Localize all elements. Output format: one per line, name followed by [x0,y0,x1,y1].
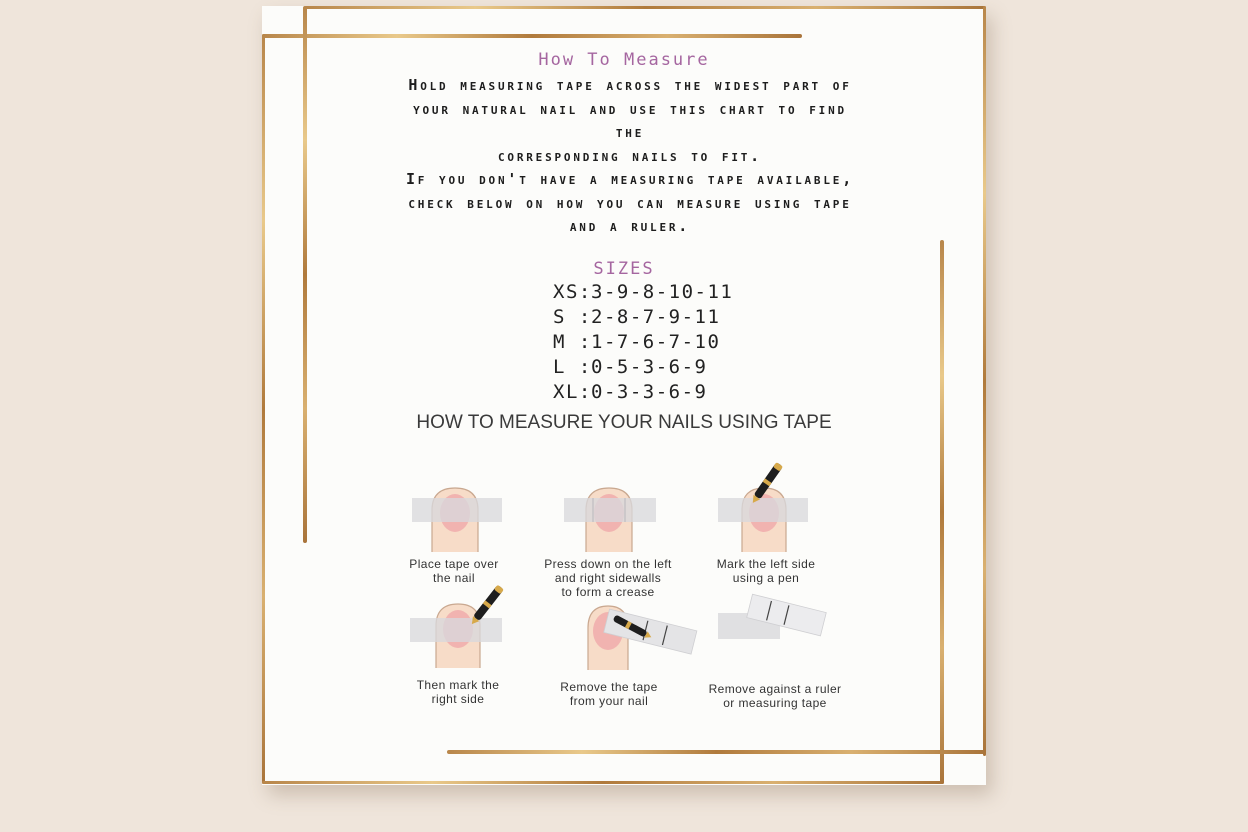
size-values: 2-8-7-9-11 [591,306,721,328]
gold-line-bottom-outer [262,781,944,784]
step-caption-1: Place tape over the nail [409,557,499,585]
step-caption-2: Press down on the left and right sidewalls to form a crease [544,557,672,599]
gold-line-right-outer [983,6,986,756]
size-row-m [553,331,720,357]
size-values: 1-7-6-7-10 [591,331,721,353]
size-row-l [553,356,707,382]
finger-pen-right-icon [408,588,508,668]
gold-line-bottom-accent [447,750,986,754]
instruction-line: corresponding nails to fit. [497,146,763,165]
tape-ruler-icon [716,595,826,645]
size-label: XL: [553,381,592,403]
instruction-line: your natural nail and use this chart to find [413,99,847,118]
step-caption-6: Remove against a ruler or measuring tape [708,682,842,710]
instruction-line: and a ruler. [569,217,691,235]
gold-line-left-outer [262,34,265,784]
step-caption-4: Then mark the right side [416,678,500,706]
gold-line-right-inner [940,240,944,784]
size-values: 0-5-3-6-9 [591,356,708,378]
gold-line-top-accent [262,34,802,38]
step-caption-5: Remove the tape from your nail [560,680,658,708]
how-to-measure-title: How To Measure [538,50,710,70]
size-values: 0-3-3-6-9 [591,381,708,403]
instruction-line: the [615,123,645,141]
size-values: 3-9-8-10-11 [591,281,734,303]
size-label: S : [553,306,592,328]
remove-tape-icon [584,598,699,670]
step-caption-3: Mark the left side using a pen [716,557,816,585]
gold-line-top-inner [305,6,986,9]
size-label: XS: [553,281,592,303]
size-row-xs [553,281,733,307]
instruction-line: check below on how you can measure using tape [408,193,852,212]
size-label: M : [553,331,592,353]
size-row-xl [553,381,707,407]
size-row-s [553,306,720,332]
finger-pen-left-icon [714,462,814,552]
tape-guide-heading: HOW TO MEASURE YOUR NAILS USING TAPE [416,412,832,433]
sizes-title: SIZES [593,259,655,279]
size-label: L : [553,356,592,378]
instruction-line: Hold measuring tape across the widest part of [408,76,852,94]
measure-instructions [360,74,900,239]
finger-tape-icon [408,480,508,552]
instruction-line: If you don't have a measuring tape available, [405,170,855,188]
finger-press-icon [562,480,662,552]
